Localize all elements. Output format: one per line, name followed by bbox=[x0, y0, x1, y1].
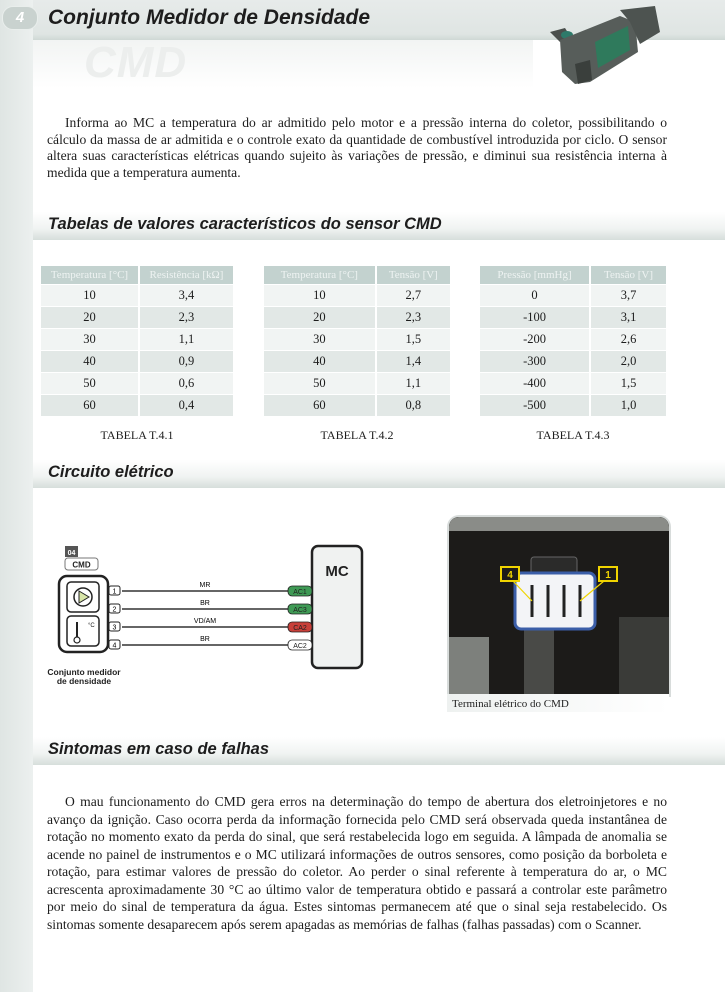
component-label-line2: de densidade bbox=[56, 676, 112, 686]
column-header: Resistência [kΩ] bbox=[139, 266, 233, 285]
terminal-label: AC2 bbox=[293, 643, 307, 650]
table-cell: 1,1 bbox=[139, 329, 233, 351]
page-title: Conjunto Medidor de Densidade bbox=[48, 6, 371, 29]
component-code: 04 bbox=[67, 550, 76, 557]
table-row bbox=[264, 307, 450, 329]
table-cell: -400 bbox=[480, 373, 590, 395]
temperature-unit: °C bbox=[88, 623, 95, 629]
table-cell: 0,6 bbox=[139, 373, 233, 395]
watermark: CMD bbox=[84, 38, 188, 87]
table-cell: 50 bbox=[264, 373, 376, 395]
wiring-diagram bbox=[40, 530, 400, 700]
column-header: Pressão [mmHg] bbox=[480, 266, 590, 285]
table-header-row bbox=[480, 266, 666, 285]
component-label-line1: Conjunto medidor bbox=[47, 667, 121, 677]
table-cell: 60 bbox=[264, 395, 376, 417]
table-cell: 1,1 bbox=[376, 373, 450, 395]
table-cell: 50 bbox=[41, 373, 139, 395]
symptoms-section-title: Sintomas em caso de falhas bbox=[48, 740, 270, 758]
table-header-row bbox=[264, 266, 450, 285]
table-caption: TABELA T.4.2 bbox=[320, 428, 394, 442]
table-row bbox=[41, 329, 233, 351]
table-row bbox=[480, 373, 666, 395]
table-t41 bbox=[41, 266, 233, 416]
table-cell: 0,4 bbox=[139, 395, 233, 417]
wire-color-code: VD/AM bbox=[193, 618, 217, 625]
table-cell: 1,4 bbox=[376, 351, 450, 373]
table-t42 bbox=[264, 266, 450, 416]
terminal-label: AC1 bbox=[293, 589, 307, 596]
temperature-symbol-box bbox=[67, 616, 99, 646]
table-row bbox=[41, 373, 233, 395]
table-row bbox=[264, 351, 450, 373]
wire-2 bbox=[109, 600, 312, 614]
table-row bbox=[264, 329, 450, 351]
table-row bbox=[41, 285, 233, 307]
wire-color-code: BR bbox=[200, 600, 210, 607]
table-cell: -500 bbox=[480, 395, 590, 417]
component-tag: CMD bbox=[72, 560, 91, 570]
sidebar-strip bbox=[0, 0, 33, 992]
table-cell: 40 bbox=[264, 351, 376, 373]
column-header: Temperatura [°C] bbox=[264, 266, 376, 285]
table-caption: TABELA T.4.1 bbox=[100, 428, 174, 442]
table-cell: 1,5 bbox=[590, 373, 666, 395]
table-cell: 10 bbox=[264, 285, 376, 307]
table-cell: 3,4 bbox=[139, 285, 233, 307]
table-cell: 60 bbox=[41, 395, 139, 417]
table-cell: -100 bbox=[480, 307, 590, 329]
table-cell: 3,7 bbox=[590, 285, 666, 307]
table-cell: 2,0 bbox=[590, 351, 666, 373]
table-cell: 2,6 bbox=[590, 329, 666, 351]
table-cell: 20 bbox=[41, 307, 139, 329]
wire-color-code: BR bbox=[200, 636, 210, 643]
table-cell: 2,3 bbox=[139, 307, 233, 329]
column-header: Temperatura [°C] bbox=[41, 266, 139, 285]
table-cell: 2,3 bbox=[376, 307, 450, 329]
table-cell: 30 bbox=[41, 329, 139, 351]
table-row bbox=[480, 395, 666, 417]
table-cell: -200 bbox=[480, 329, 590, 351]
table-cell: 10 bbox=[41, 285, 139, 307]
table-row bbox=[41, 351, 233, 373]
circuit-section-title: Circuito elétrico bbox=[48, 463, 174, 481]
wire-color-code: MR bbox=[199, 582, 211, 589]
pin-number: 3 bbox=[112, 624, 117, 632]
table-row bbox=[480, 285, 666, 307]
table-row bbox=[480, 329, 666, 351]
table-cell: 40 bbox=[41, 351, 139, 373]
table-cell: 0,9 bbox=[139, 351, 233, 373]
pin-number: 1 bbox=[112, 588, 117, 596]
table-cell: 1,5 bbox=[376, 329, 450, 351]
table-row bbox=[480, 307, 666, 329]
chapter-badge: 4 bbox=[2, 6, 38, 30]
table-row bbox=[264, 373, 450, 395]
table-cell: 2,7 bbox=[376, 285, 450, 307]
table-header-row bbox=[41, 266, 233, 285]
table-cell: 30 bbox=[264, 329, 376, 351]
column-header: Tensão [V] bbox=[590, 266, 666, 285]
table-cell: 1,0 bbox=[590, 395, 666, 417]
ecu-label: MC bbox=[325, 563, 349, 580]
wire-1 bbox=[109, 582, 312, 596]
pin-number: 2 bbox=[112, 606, 117, 614]
wire-4 bbox=[109, 636, 312, 650]
terminal-label: CA2 bbox=[293, 625, 307, 632]
intro-paragraph: Informa ao MC a temperatura do ar admitido pelo motor e a pressão interna do coletor, possibilitando o cálculo da massa de ar admitida e o controle exato da quantidade de combustível introduzida por ciclo. O sensor altera suas características elétricas quando sujeito às variações de pressão, e diminui sua resistência interna à medida que a temperatura aumenta. bbox=[47, 115, 667, 180]
connector-photo bbox=[447, 515, 671, 697]
pin-number: 4 bbox=[112, 642, 117, 650]
table-cell: 0 bbox=[480, 285, 590, 307]
terminal-label: AC3 bbox=[293, 607, 307, 614]
table-cell: 20 bbox=[264, 307, 376, 329]
table-row bbox=[41, 395, 233, 417]
column-header: Tensão [V] bbox=[376, 266, 450, 285]
sensor-image bbox=[520, 2, 665, 92]
table-row bbox=[264, 395, 450, 417]
table-caption: TABELA T.4.3 bbox=[536, 428, 610, 442]
tables-section-title: Tabelas de valores característicos do sensor CMD bbox=[48, 215, 442, 233]
table-row bbox=[264, 285, 450, 307]
photo-caption: Terminal elétrico do CMD bbox=[452, 698, 569, 710]
table-cell: -300 bbox=[480, 351, 590, 373]
symptoms-paragraph: O mau funcionamento do CMD gera erros na determinação do tempo de abertura dos eletroinjetores e no avanço da ignição. Caso ocorra perda da informação fornecida pelo CMD será observada queda instantânea de rotação no momento exato da perda do sinal, que será restabelecida logo em seguida. A lâmpada de anomalia se acende no painel de instrumentos e o MC utilizará informações de outros sensores, como posição da borboleta e rotação, para estimar valores de pressão do coletor. Ao perder o sinal referente à temperatura do ar, o MC acrescenta aproximadamente 30 °C ao último valor de temperatura obtido e passará a controlar este parâmetro por meio do sinal de temperatura da água. Estes sintomas permanecem até que o sinal seja restabelecido. Os sintomas somente desaparecem após serem apagadas as memórias de falhas (falhas passadas) com o Scanner. bbox=[47, 794, 667, 932]
wire-3 bbox=[109, 618, 312, 632]
table-row bbox=[41, 307, 233, 329]
table-cell: 0,8 bbox=[376, 395, 450, 417]
table-cell: 3,1 bbox=[590, 307, 666, 329]
photo-pin-label-right: 1 bbox=[605, 570, 611, 581]
photo-pin-label-left: 4 bbox=[507, 570, 513, 581]
table-row bbox=[480, 351, 666, 373]
table-t43 bbox=[480, 266, 666, 416]
